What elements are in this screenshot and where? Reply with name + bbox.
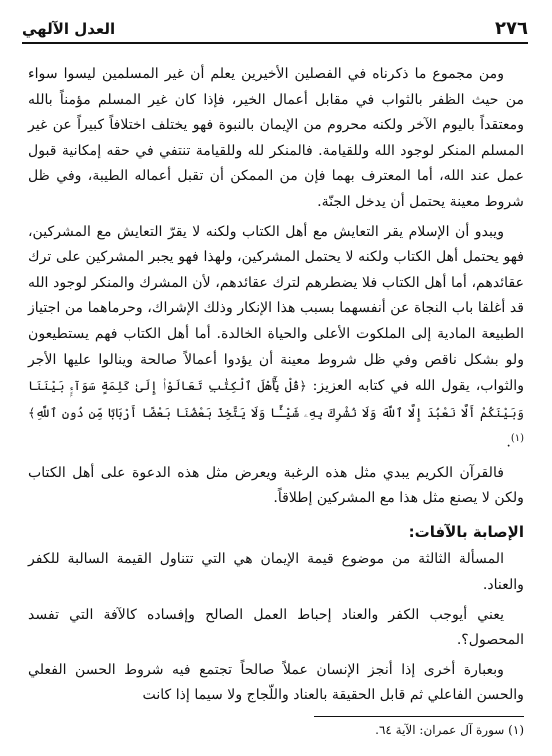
page-number: ٢٧٦ bbox=[495, 18, 528, 39]
paragraph-6: وبعبارة أخرى إذا أنجز الإنسان عملاً صالحاً تجتمع فيه شروط الحسن الفعلي والحسن الفاعلي ثم قابل الحقيقة بالعناد واللّجاج ولا سيما إذا كانت bbox=[28, 661, 524, 704]
paragraph-2 bbox=[28, 220, 524, 457]
page-header bbox=[22, 12, 528, 44]
paragraph-2-text: ويبدو أن الإسلام يقر التعايش مع أهل الكتاب ولكنه لا يقرّ التعايش مع المشركين، فهو يحتمل أهل الكتاب ولكنه لا يحتمل المشركين، ولهذا فهو يجبر المشركين على ترك عقائدهم، أما أهل الكتاب فلا يضطرهم لترك عقائدهم، لأن المشرك والمنكر لوجود الله قد أغلقا باب النجاة عن أنفسهما بسبب هذا الإنكار وذلك الإشراك، وحرماهما من اجتياز الطبيعة المادية إلى الملكوت الأعلى والحياة الخالدة. أما أهل الكتاب فهم يستطيعون ولو بشكل ناقص وفي ظل شروط معينة أن يؤدوا أعمالاً صالحة وينالوا عليها الأجر والثواب، يقول الله في كتابه العزيز: bbox=[28, 223, 524, 395]
paragraph-5: يعني أيوجب الكفر والعناد إحباط العمل الصالح وإفساده كالآفة التي تفسد المحصول؟. bbox=[28, 606, 524, 649]
paragraph-4: المسألة الثالثة من موضوع قيمة الإيمان هي التي تتناول القيمة السالبة للكفر والعناد. bbox=[28, 551, 524, 593]
footnote: (١) سورة آل عمران: الآية ٦٤. bbox=[375, 723, 524, 737]
footnote-marker: (١) bbox=[510, 433, 524, 445]
page-body bbox=[28, 62, 524, 709]
running-title: العدل الآلهي bbox=[22, 20, 116, 38]
paragraph-2-end: . bbox=[506, 435, 511, 451]
footnote-divider bbox=[314, 716, 524, 717]
quran-verse: ﴿قُلْ يَٰٓأَهْلَ ٱلْكِتَٰبِ تَعَالَوْا۟ إِلَىٰ كَلِمَةٍ سَوَآءٍۭ بَيْنَنَا وَبَيْنَكُمْ أَلَّا نَعْبُدَ إِلَّا ٱللَّهَ وَلَا نُشْرِكَ بِهِۦ شَيْـًٔا وَلَا يَتَّخِذَ بَعْضُنَا بَعْضًا أَرْبَابًا مِّن دُونِ ٱللَّهِ﴾ bbox=[28, 378, 524, 420]
paragraph-1: ومن مجموع ما ذكرناه في الفصلين الأخيرين يعلم أن غير المسلمين ليسوا سواء من حيث الظفر بالثواب في مقابل أعمال الخير، فإذا كان غير المسلم مؤمناً بالله ومعتقداً باليوم الآخر ولكنه محروم من الإيمان بالنبوة فهو يختلف اختلافاً كبيراً عن غير المسلم المنكر لوجود الله وللقيامة. فالمنكر لله وللقيامة تنتفي في حقه إمكانية قبول عمل عند الله، أما المعترف بهما فإن من الممكن أن تقبل أعماله الطيبة، وفي ظل شروط معينة يحتمل أن يدخل الجنّة. bbox=[28, 66, 524, 210]
section-heading: الإصابة بالآفات: bbox=[408, 522, 524, 541]
paragraph-3: فالقرآن الكريم يبدي مثل هذه الرغبة ويعرض مثل هذه الدعوة على أهل الكتاب ولكن لا يصنع مثل هذا مع المشركين إطلاقاً. bbox=[28, 464, 524, 507]
